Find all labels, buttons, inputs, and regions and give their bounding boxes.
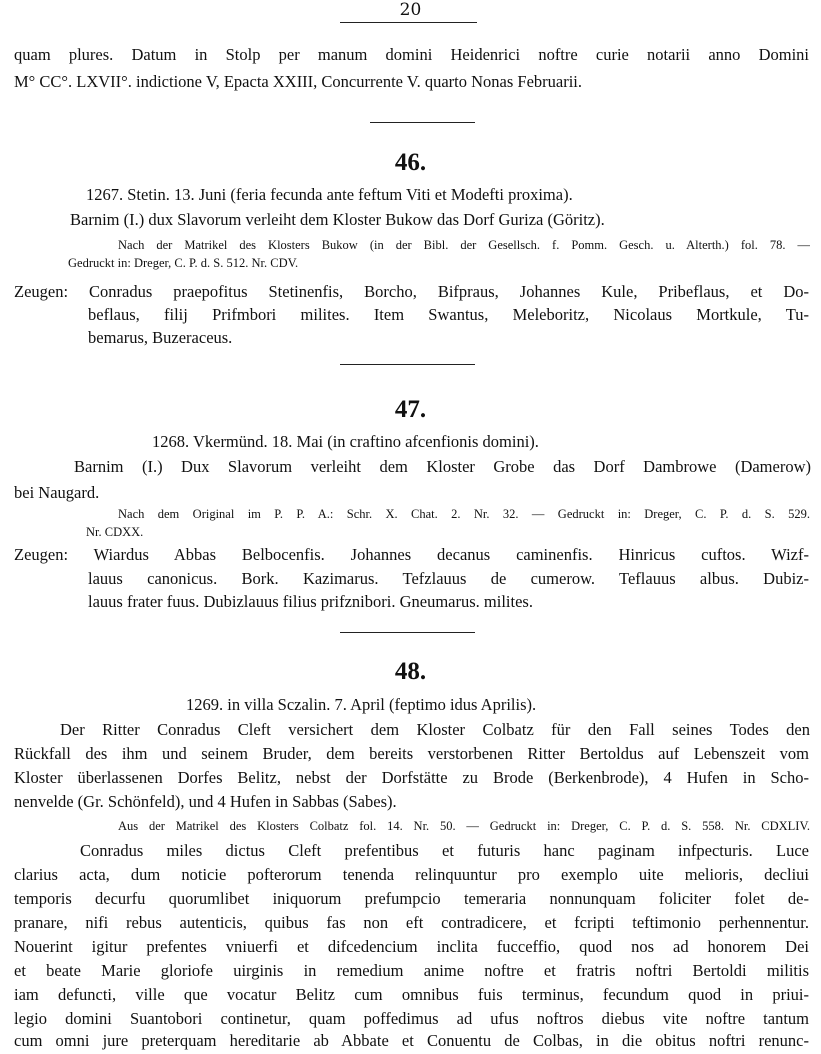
source-note: Nach der Matrikel des Klosters Bukow (in der Bibl. der Gesellsch. f. Pomm. Gesch. u. Alterth.) fol. 78. — bbox=[118, 238, 810, 252]
charter-text-line: Conradus miles dictus Cleft prefentibus et futuris hanc paginam infpecturis. Luce bbox=[80, 841, 809, 860]
document-regest: bei Naugard. bbox=[14, 483, 100, 502]
charter-text-line: legio domini Suantobori continetur, quam poffedimus ad ufus noftros diebus vite noftre tantum bbox=[14, 1009, 809, 1028]
source-note: Gedruckt in: Dreger, C. P. d. S. 512. Nr. CDV. bbox=[68, 256, 299, 270]
document-regest: Der Ritter Conradus Cleft versichert dem Kloster Colbatz für den Fall seines Todes den bbox=[60, 720, 810, 739]
charter-text-line: et beate Marie gloriofe uirginis in remedium anime noftre et fratris noftri Bertoldi militis bbox=[14, 961, 809, 980]
witness-line: lauus canonicus. Bork. Kazimarus. Tefzlauus de cumerow. Teflauus albus. Dubiz- bbox=[88, 569, 809, 588]
source-note: Nr. CDXX. bbox=[86, 525, 144, 539]
witness-line: beflaus, filij Prifmbori milites. Item Swantus, Meleboritz, Nicolaus Mortkule, Tu- bbox=[88, 305, 809, 324]
document-dateline: 1268. Vkermünd. 18. Mai (in craftino afcenfionis domini). bbox=[152, 432, 539, 451]
charter-text-line: clarius acta, dum noticie pofterorum tenenda relinquuntur pro exemplo uite melioris, decliui bbox=[14, 865, 809, 884]
witness-line: Zeugen: Conradus praepofitus Stetinenfis, Borcho, Bifpraus, Johannes Kule, Pribeflaus, et Do- bbox=[14, 282, 809, 301]
witness-line: bemarus, Buzeraceus. bbox=[88, 328, 233, 347]
intro-line: quam plures. Datum in Stolp per manum domini Heidenrici noftre curie notarii anno Domini bbox=[14, 45, 809, 64]
witness-line: lauus frater fuus. Dubizlauus filius prifznibori. Gneumarus. milites. bbox=[88, 592, 533, 611]
intro-line: M° CC°. LXVII°. indictione V, Epacta XXIII, Concurrente V. quarto Nonas Februarii. bbox=[14, 72, 583, 91]
document-dateline: 1267. Stetin. 13. Juni (feria fecunda ante feftum Viti et Modefti proxima). bbox=[86, 185, 573, 204]
source-note: Nach dem Original im P. P. A.: Schr. X. Chat. 2. Nr. 32. — Gedruckt in: Dreger, C. P. d. S. 529. bbox=[118, 507, 810, 521]
document-regest: Rückfall des ihm und seinem Bruder, dem bereits verstorbenen Ritter Bertoldus auf Lebenszeit vom bbox=[14, 744, 809, 763]
header-rule bbox=[340, 22, 477, 23]
document-regest: nenvelde (Gr. Schönfeld), und 4 Hufen in Sabbas (Sabes). bbox=[14, 792, 397, 811]
source-note: Aus der Matrikel des Klosters Colbatz fol. 14. Nr. 50. — Gedruckt in: Dreger, C. P. d. S. 558. Nr. CDXLIV. bbox=[118, 819, 810, 833]
document-dateline: 1269. in villa Sczalin. 7. April (feptimo idus Aprilis). bbox=[186, 695, 537, 714]
section-divider bbox=[340, 632, 475, 633]
charter-text-line: iam defuncti, ville que vocatur Belitz cum omnibus fuis terminus, fecundum quod in priui- bbox=[14, 985, 809, 1004]
document-number: 47. bbox=[394, 396, 427, 423]
section-divider bbox=[370, 122, 475, 123]
document-regest: Barnim (I.) Dux Slavorum verleiht dem Kloster Grobe das Dorf Dambrowe (Damerow) bbox=[74, 457, 811, 476]
witness-line: Zeugen: Wiardus Abbas Belbocenfis. Johannes decanus caminenfis. Hinricus cuftos. Wizf- bbox=[14, 545, 809, 564]
charter-text-line: cum omni jure preterquam hereditarie ab Abbate et Conuentu de Colbas, in die obitus noftri renunc- bbox=[14, 1031, 809, 1050]
charter-text-line: pranare, nifi rebus autenticis, quibus fas non eft contradicere, et fcripti teftimonio perhennentur. bbox=[14, 913, 809, 932]
charter-text-line: temporis decurfu quorumlibet iniquorum prefumpcio temeraria nonnunquam foliciter folet de- bbox=[14, 889, 809, 908]
document-regest: Kloster überlassenen Dorfes Belitz, nebst der Dorfstätte zu Brode (Berkenbrode), 4 Hufen in Scho- bbox=[14, 768, 809, 787]
document-number: 48. bbox=[394, 658, 427, 685]
document-regest: Barnim (I.) dux Slavorum verleiht dem Kloster Bukow das Dorf Guriza (Göritz). bbox=[70, 210, 605, 229]
charter-text-line: Nouerint igitur prefentes vniuerfi et difcedencium inclita fucceffio, quod nos ad honorem Dei bbox=[14, 937, 809, 956]
document-number: 46. bbox=[394, 149, 427, 176]
section-divider bbox=[340, 364, 475, 365]
page-number: 20 bbox=[399, 0, 422, 20]
